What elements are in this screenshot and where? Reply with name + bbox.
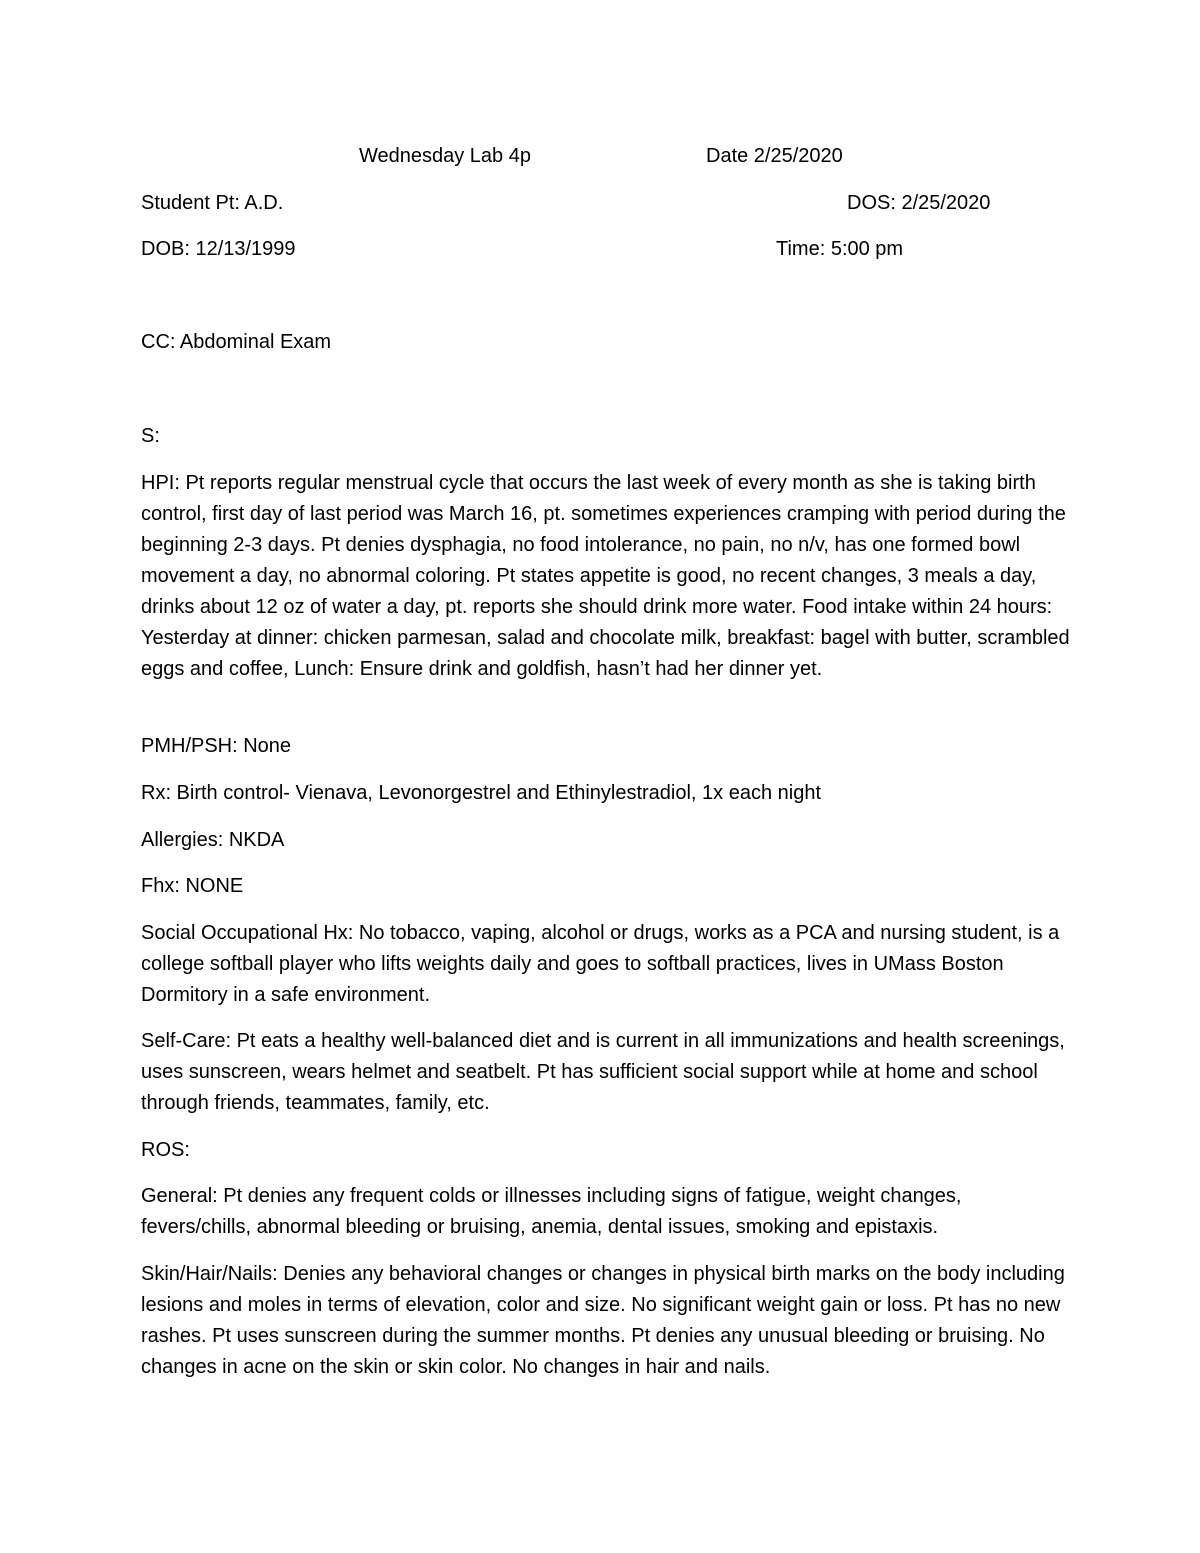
date-of-birth: DOB: 12/13/1999 bbox=[141, 238, 296, 260]
student-patient: Student Pt: A.D. bbox=[141, 192, 284, 214]
lab-session: Wednesday Lab 4p bbox=[359, 145, 531, 167]
ros-general-paragraph: General: Pt denies any frequent colds or illnesses including signs of fatigue, weight changes, fevers/chills, abnormal bleeding or bruising, anemia, dental issues, smoking and epistaxis. bbox=[141, 1185, 962, 1238]
allergies: Allergies: NKDA bbox=[141, 829, 285, 851]
subjective-label: S: bbox=[141, 425, 160, 447]
medications: Rx: Birth control- Vienava, Levonorgestrel and Ethinylestradiol, 1x each night bbox=[141, 782, 822, 804]
ros-skin-paragraph: Skin/Hair/Nails: Denies any behavioral changes or changes in physical birth marks on the body including lesions and moles in terms of elevation, color and size. No significant weight gain or loss. Pt has no new rashes. Pt uses sunscreen during the summer months. Pt denies any unusual bleeding or bruising. No changes in acne on the skin or skin color. No changes in hair and nails. bbox=[141, 1263, 1065, 1378]
family-history: Fhx: NONE bbox=[141, 875, 244, 897]
social-history-paragraph: Social Occupational Hx: No tobacco, vaping, alcohol or drugs, works as a PCA and nursing student, is a college softball player who lifts weights daily and goes to softball practices, lives in UMass Boston Dormitory in a safe environment. bbox=[141, 922, 1060, 1006]
self-care-paragraph: Self-Care: Pt eats a healthy well-balanced diet and is current in all immunizations and health screenings, uses sunscreen, wears helmet and seatbelt. Pt has sufficient social support while at home and school through friends, teammates, family, etc. bbox=[141, 1030, 1065, 1114]
chief-complaint: CC: Abdominal Exam bbox=[141, 331, 332, 353]
exam-time: Time: 5:00 pm bbox=[776, 238, 904, 260]
report-date: Date 2/25/2020 bbox=[706, 145, 843, 167]
hpi-paragraph: HPI: Pt reports regular menstrual cycle that occurs the last week of every month as she is taking birth control, first day of last period was March 16, pt. sometimes experiences cramping with period during the beginning 2-3 days. Pt denies dysphagia, no food intolerance, no pain, no n/v, has one formed bowl movement a day, no abnormal coloring. Pt states appetite is good, no recent changes, 3 meals a day, drinks about 12 oz of water a day, pt. reports she should drink more water. Food intake within 24 hours: Yesterday at dinner: chicken parmesan, salad and chocolate milk, breakfast: bagel with butter, scrambled eggs and coffee, Lunch: Ensure drink and goldfish, hasn’t had her dinner yet. bbox=[141, 472, 1070, 680]
date-of-service: DOS: 2/25/2020 bbox=[847, 192, 991, 214]
pmh-psh: PMH/PSH: None bbox=[141, 735, 292, 757]
ros-label: ROS: bbox=[141, 1139, 190, 1161]
